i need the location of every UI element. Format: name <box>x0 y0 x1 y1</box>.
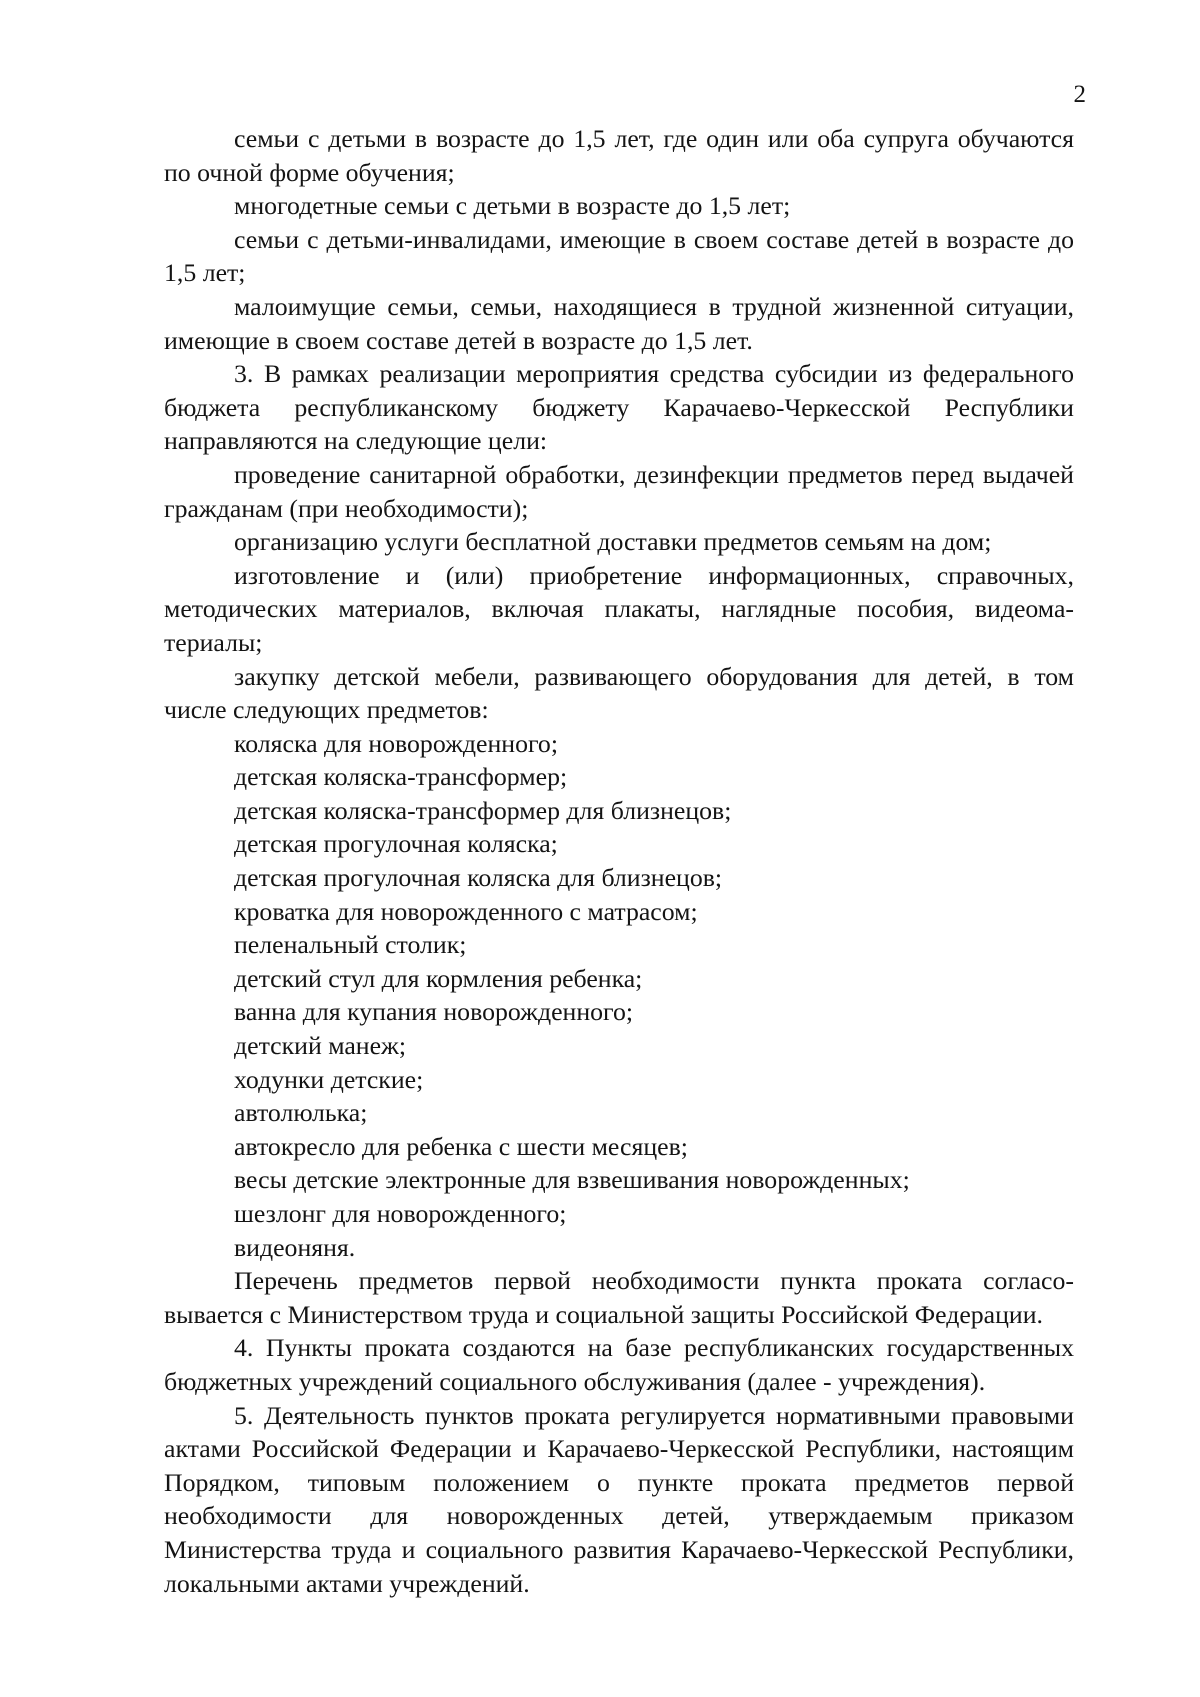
list-item: детская прогулочная коляска; <box>234 829 558 859</box>
paragraph: семьи с детьми-инвалидами, имеющие в своем составе детей в возрасте до 1,5 лет; <box>164 224 1074 288</box>
list-item: детская прогулочная коляска для близнецов; <box>234 863 723 893</box>
paragraph-section-5: 5. Деятельность пунктов проката регулируется нормативными правовыми актами Российской Федерации и Карачаево-Черкесской Республики, настоящим Порядком, типовым положением о пункте проката предметов первой необходимости для новорожденных детей, утверждаемым приказом Министерства труда и социального развития Карачаево-Черкесской Республики, локальными актами учреждений. <box>164 1400 1074 1598</box>
list-item: ванна для купания новорожденного; <box>234 997 634 1027</box>
list-item: весы детские электронные для взвешивания новорожденных; <box>234 1165 910 1195</box>
list-item: коляска для новорожденного; <box>234 728 558 758</box>
paragraph: многодетные семьи с детьми в возрасте до 1,5 лет; <box>234 191 791 221</box>
paragraph: семьи с детьми в возрасте до 1,5 лет, где один или оба супруга обучаются по очной форме обучения; <box>164 124 1074 187</box>
list-item: автолюлька; <box>234 1098 368 1128</box>
list-item: шезлонг для новорожденного; <box>234 1199 567 1228</box>
list-item: автокресло для ребенка с шести месяцев; <box>234 1131 688 1161</box>
document-body <box>164 122 1074 1600</box>
page-number: 2 <box>1073 81 1086 108</box>
paragraph: изготовление и (или) приобретение информационных, справочных, методических материалов, включая плакаты, наглядные пособия, видеоматериалы; <box>164 560 1074 657</box>
list-item: детская коляска-трансформер для близнецов; <box>234 795 732 825</box>
paragraph: организацию услуги бесплатной доставки предметов семьям на дом; <box>234 527 992 557</box>
list-item: детский стул для кормления ребенка; <box>234 963 643 993</box>
list-item: видеоняня. <box>234 1232 356 1262</box>
list-item: детский манеж; <box>234 1031 407 1061</box>
paragraph-section-4: 4. Пункты проката создаются на базе республиканских государственных бюджетных учреждений социального обслуживания (далее - учреждения). <box>164 1333 1074 1396</box>
paragraph-section-3: 3. В рамках реализации мероприятия средства субсидии из федерального бюджета республиканскому бюджету Карачаево-Черкесской Республики направляются на следующие цели: <box>164 359 1074 456</box>
paragraph: проведение санитарной обработки, дезинфекции предметов перед выдачей гражданам (при необходимости); <box>164 459 1074 523</box>
paragraph: Перечень предметов первой необходимости пункта проката согласовывается с Министерством труда и социальной защиты Российской Федерации. <box>164 1266 1074 1329</box>
list-item: ходунки детские; <box>234 1064 424 1094</box>
paragraph: малоимущие семьи, семьи, находящиеся в трудной жизненной ситуации, имеющие в своем составе детей в возрасте до 1,5 лет. <box>164 291 1074 355</box>
list-item: пеленальный столик; <box>234 930 467 960</box>
list-item: кроватка для новорожденного с матрасом; <box>234 896 698 926</box>
list-item: детская коляска-трансформер; <box>234 762 568 792</box>
paragraph: закупку детской мебели, развивающего оборудования для детей, в том числе следующих предметов: <box>164 661 1074 725</box>
items-list <box>164 727 1074 1265</box>
